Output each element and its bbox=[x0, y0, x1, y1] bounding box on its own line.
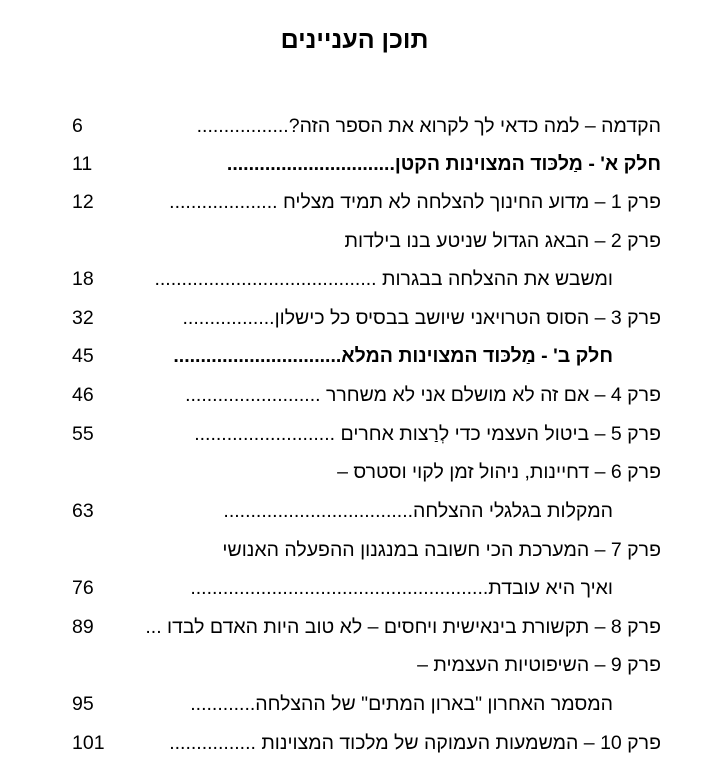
toc-page-number: 89 bbox=[72, 616, 94, 638]
toc-entry-chapter-8: פרק 8 – תקשורת בינאישית ויחסים – לא טוב היות האדם לבדו ... bbox=[145, 616, 661, 638]
toc-entry-chapter-7-cont: ואיך היא עובדת....................................................... bbox=[190, 577, 613, 599]
toc-page-number: 18 bbox=[72, 268, 94, 290]
toc-page-number: 95 bbox=[72, 693, 94, 715]
toc-entry-chapter-3: פרק 3 – הסוס הטרויאני שיושב בבסיס כל כישלון................. bbox=[182, 307, 661, 329]
toc-page-number: 63 bbox=[72, 500, 94, 522]
toc-page-number: 101 bbox=[72, 732, 105, 754]
toc-entry-chapter-9: פרק 9 – השיפוטיות העצמית – bbox=[417, 654, 661, 676]
toc-entry-part-a: חלק א' - מַלכּוד המצוינות הקטן............................... bbox=[226, 153, 661, 175]
toc-entry-chapter-2: פרק 2 – הבאג הגדול שניטע בנו בילדות bbox=[344, 230, 661, 252]
toc-entry-intro: הקדמה – למה כדאי לך לקרוא את הספר הזה?................. bbox=[196, 115, 661, 137]
toc-entry-chapter-6: פרק 6 – דחיינות, ניהול זמן לקוי וסטרס – bbox=[337, 461, 661, 483]
toc-entry-part-b: חלק ב' - מַלכּוד המצוינות המלא............................... bbox=[173, 345, 613, 367]
toc-entry-chapter-4: פרק 4 – אם זה לא מושלם אני לא משחרר ......................... bbox=[185, 384, 661, 406]
toc-page-number: 45 bbox=[72, 345, 94, 367]
toc-page-number: 32 bbox=[72, 307, 94, 329]
toc-entry-chapter-1: פרק 1 – מדוע החינוך להצלחה לא תמיד מצליח .................... bbox=[169, 191, 661, 213]
toc-entry-chapter-7: פרק 7 – המערכת הכי חשובה במנגנון ההפעלה האנושי bbox=[222, 539, 661, 561]
toc-page-number: 6 bbox=[72, 115, 83, 137]
toc-page-number: 12 bbox=[72, 191, 94, 213]
toc-entry-chapter-2-cont: ומשבש את ההצלחה בבגרות ......................................... bbox=[154, 268, 613, 290]
toc-page-number: 11 bbox=[72, 153, 93, 175]
toc-entry-chapter-10: פרק 10 – המשמעות העמוקה של מלכוד המצוינות ................ bbox=[169, 732, 661, 754]
toc-page-number: 55 bbox=[72, 423, 94, 445]
page-title: תוכן העניינים bbox=[280, 26, 429, 54]
toc-entry-chapter-9-cont: המסמר האחרון "בארון המתים" של ההצלחה............ bbox=[190, 693, 613, 715]
toc-entry-chapter-5: פרק 5 – ביטול העצמי כדי לְרַצות אחרים .......................... bbox=[194, 423, 661, 445]
toc-page-number: 76 bbox=[72, 577, 94, 599]
toc-entry-chapter-6-cont: המקלות בגלגלי ההצלחה................................... bbox=[223, 500, 613, 522]
toc-page-number: 46 bbox=[72, 384, 94, 406]
